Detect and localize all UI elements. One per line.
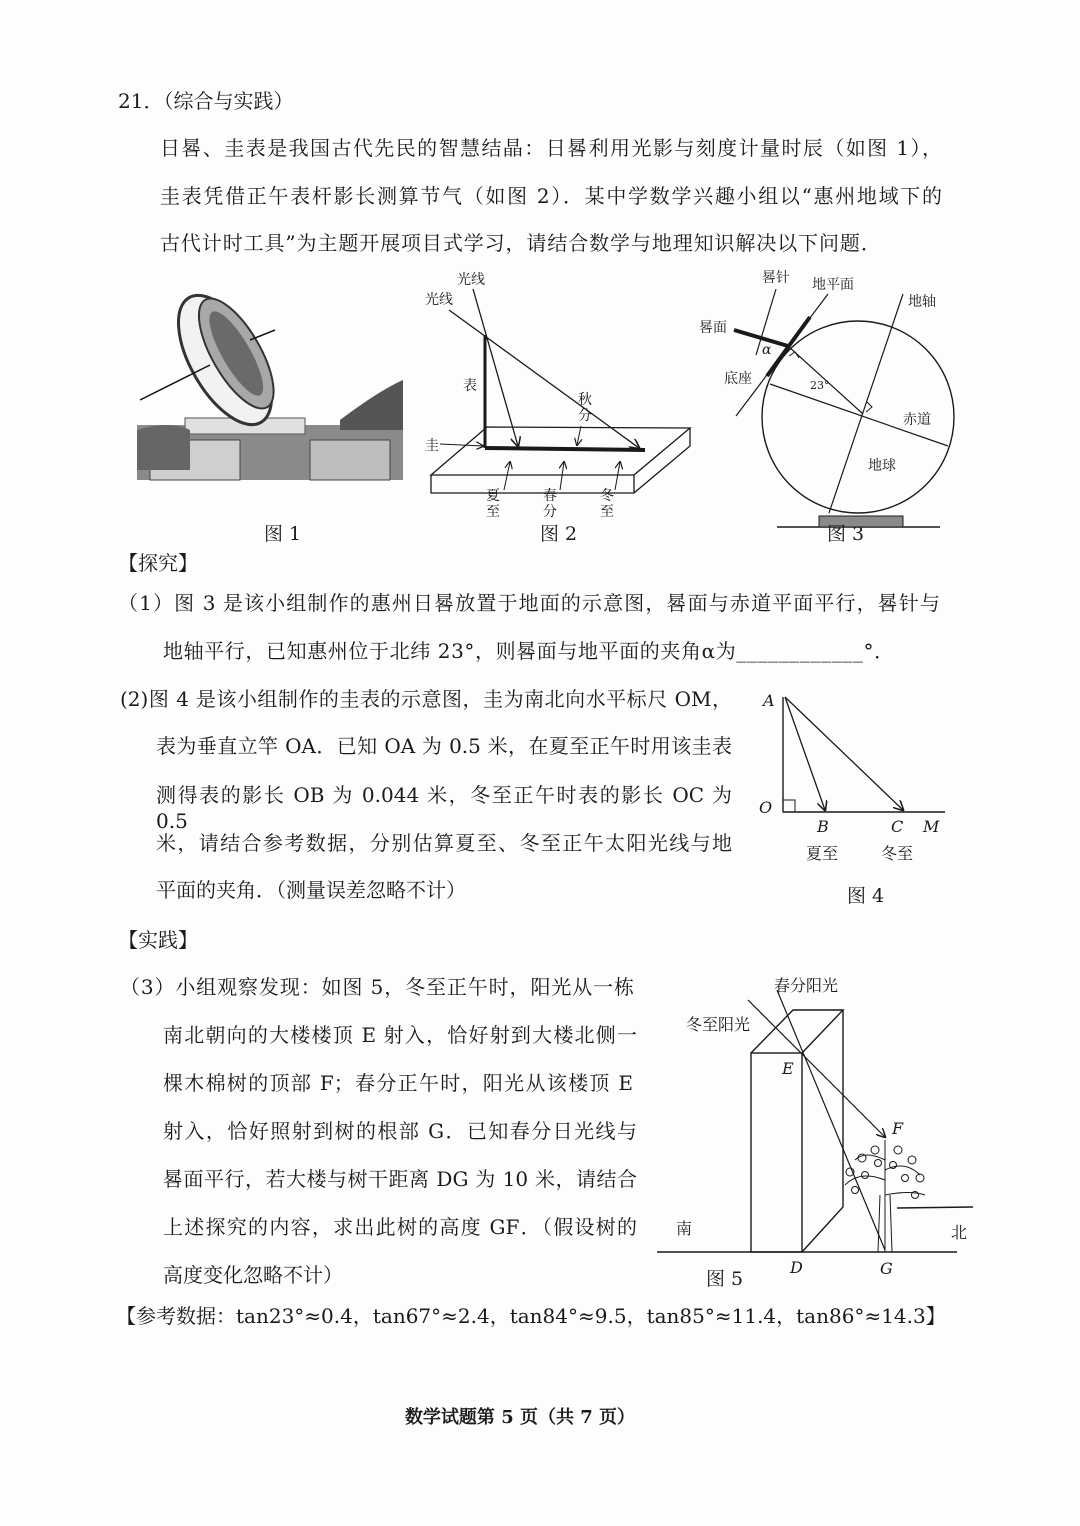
part2-line: 米，请结合参考数据，分别估算夏至、冬至正午太阳光线与地 xyxy=(156,831,732,855)
part3-line: 高度变化忽略不计） xyxy=(163,1263,343,1287)
section-practice: 【实践】 xyxy=(118,928,198,952)
part2-line: (2)图 4 是该小组制作的圭表的示意图，圭为南北向水平标尺 OM， xyxy=(120,687,732,711)
part1-line: （1）图 3 是该小组制作的惠州日晷放置于地面的示意图，晷面与赤道平面平行，晷针与 xyxy=(118,591,940,615)
part3-line: 射入，恰好照射到树的根部 G．已知春分日光线与 xyxy=(163,1119,637,1143)
part2-line: 测得表的影长 OB 为 0.044 米，冬至正午时表的影长 OC 为 0.5 xyxy=(156,783,732,833)
part3-line: （3）小组观察发现：如图 5，冬至正午时，阳光从一栋 xyxy=(120,975,634,999)
ray-label: 光线 xyxy=(425,292,453,308)
reference-data: 【参考数据：tan23°≈0.4，tan67°≈2.4，tan84°≈9.5，tan85°≈11.4，tan86°≈14.3】 xyxy=(116,1304,946,1328)
figure-4-caption: 图 4 xyxy=(847,885,885,907)
dial-label: 晷面 xyxy=(699,320,727,336)
earth-label: 地球 xyxy=(868,458,896,474)
intro-line: 圭表凭借正午表杆影长测算节气（如图 2）．某中学数学兴趣小组以“惠州地域下的 xyxy=(160,184,942,208)
winter-label: 至 xyxy=(600,504,614,520)
point-E: E xyxy=(782,1059,794,1078)
point-D: D xyxy=(790,1258,803,1277)
autumn-label: 秋 xyxy=(578,392,592,408)
figure-2-gnomon xyxy=(425,271,690,545)
part3-line: 南北朝向的大楼楼顶 E 射入，恰好射到大楼北侧一 xyxy=(163,1023,637,1047)
figure-3-caption: 图 3 xyxy=(827,523,865,545)
figure-2-caption: 图 2 xyxy=(540,523,578,545)
point-O: O xyxy=(759,798,773,817)
ray-label: 光线 xyxy=(457,272,485,288)
figure-5-building-tree xyxy=(657,976,973,1290)
question-title: 21．（综合与实践） xyxy=(118,89,294,113)
intro-line: 古代计时工具”为主题开展项目式学习，请结合数学与地理知识解决以下问题． xyxy=(160,231,882,255)
gnomon-label: 晷针 xyxy=(762,270,790,286)
part3-line: 上述探究的内容，求出此树的高度 GF．（假设树的 xyxy=(163,1215,637,1239)
intro-line: 日晷、圭表是我国古代先民的智慧结晶：日晷利用光影与刻度计量时辰（如图 1）， xyxy=(160,136,942,160)
horizon-label: 地平面 xyxy=(812,277,854,293)
spring-light-label: 春分阳光 xyxy=(774,976,839,995)
pole-label: 表 xyxy=(463,378,477,394)
figure-1-caption: 图 1 xyxy=(264,523,302,545)
point-B: B xyxy=(817,817,829,836)
winter-label: 冬 xyxy=(600,488,614,504)
scale-label: 圭 xyxy=(425,438,439,454)
south-label: 南 xyxy=(676,1219,693,1238)
part2-line: 表为垂直立竿 OA．已知 OA 为 0.5 米，在夏至正午时用该圭表 xyxy=(156,734,732,758)
angle-label: 23° xyxy=(810,379,830,392)
page-footer: 数学试题第 5 页（共 7 页） xyxy=(404,1407,636,1428)
point-G: G xyxy=(880,1259,893,1278)
alpha-label: α xyxy=(762,342,772,358)
point-F: F xyxy=(892,1119,904,1138)
point-M: M xyxy=(923,817,940,836)
section-explore: 【探究】 xyxy=(118,551,198,575)
figure-3-earth-sundial xyxy=(699,269,954,545)
part2-line: 平面的夹角．（测量误差忽略不计） xyxy=(156,878,466,902)
figure-1-sundial-photo xyxy=(137,279,403,545)
summer-label: 夏至 xyxy=(806,844,839,863)
equator-label: 赤道 xyxy=(903,412,931,428)
figure-5-caption: 图 5 xyxy=(706,1268,744,1290)
summer-label: 至 xyxy=(486,504,500,520)
winter-light-label: 冬至阳光 xyxy=(686,1015,751,1034)
winter-label: 冬至 xyxy=(881,844,914,863)
base-label: 底座 xyxy=(724,371,752,387)
point-A: A xyxy=(763,691,775,710)
point-C: C xyxy=(891,817,904,836)
figure-4-triangle xyxy=(759,691,945,907)
part3-line: 晷面平行，若大楼与树干距离 DG 为 10 米，请结合 xyxy=(163,1167,637,1191)
kapok-tree xyxy=(845,1140,925,1252)
axis-label: 地轴 xyxy=(908,294,936,310)
spring-label: 春 xyxy=(543,488,557,504)
spring-label: 分 xyxy=(543,504,557,520)
summer-label: 夏 xyxy=(486,488,500,504)
part1-line: 地轴平行，已知惠州位于北纬 23°，则晷面与地平面的夹角α为____________°． xyxy=(163,639,895,663)
autumn-label: 分 xyxy=(578,408,592,424)
part3-line: 棵木棉树的顶部 F；春分正午时，阳光从该楼顶 E xyxy=(163,1071,633,1095)
north-label: 北 xyxy=(951,1223,968,1242)
